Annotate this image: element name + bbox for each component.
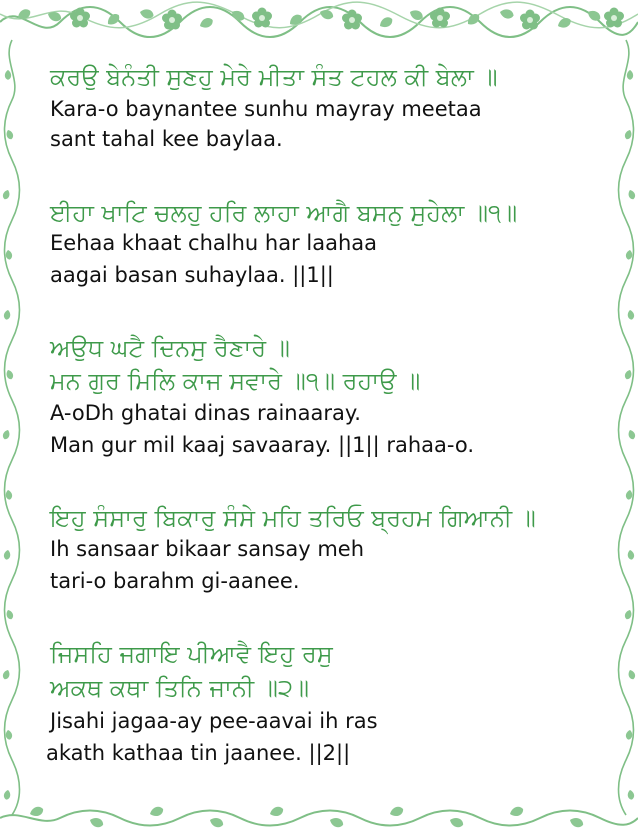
- verse-3-gurmukhi-line-2: ਮਨ ਗੁਰ ਮਿਲਿ ਕਾਜ ਸਵਾਰੇ ॥੧॥ ਰਹਾਉ ॥: [50, 367, 421, 395]
- verse-3-translit-line-1: A-oDh ghatai dinas rainaaray.: [50, 401, 361, 425]
- verse-5-gurmukhi-line-2: ਅਕਥ ਕਥਾ ਤਿਨਿ ਜਾਨੀ ॥੨॥: [50, 674, 310, 702]
- verse-5-gurmukhi-line-1: ਜਿਸਹਿ ਜਗਾਇ ਪੀਆਵੈ ਇਹੁ ਰਸੁ: [50, 640, 333, 668]
- verse-2-gurmukhi-line-1: ਈਹਾ ਖਾਟਿ ਚਲਹੁ ਹਰਿ ਲਾਹਾ ਆਗੈ ਬਸਨੁ ਸੁਹੇਲਾ ॥੧॥: [50, 199, 518, 227]
- verse-1-translit-line-1: Kara-o baynantee sunhu mayray meetaa: [50, 97, 482, 121]
- verse-1-gurmukhi-line-1: ਕਰਉ ਬੇਨੰਤੀ ਸੁਣਹੁ ਮੇਰੇ ਮੀਤਾ ਸੰਤ ਟਹਲ ਕੀ ਬੇਲਾ ॥: [50, 63, 498, 91]
- verse-5-translit-line-2: akath kathaa tin jaanee. ||2||: [46, 741, 351, 765]
- verse-3-translit-line-2: Man gur mil kaaj savaaray. ||1|| rahaa-o.: [50, 433, 475, 457]
- verse-4-translit-line-1: Ih sansaar bikaar sansay meh: [50, 537, 365, 561]
- verse-5-translit-line-1: Jisahi jagaa-ay pee-aavai ih ras: [50, 709, 378, 733]
- verse-4-translit-line-2: tari-o barahm gi-aanee.: [50, 569, 300, 593]
- verse-2-translit-line-2: aagai basan suhaylaa. ||1||: [50, 263, 334, 287]
- verse-1-translit-line-2: sant tahal kee baylaa.: [50, 127, 283, 151]
- verse-3-gurmukhi-line-1: ਅਉਧ ਘਟੈ ਦਿਨਸੁ ਰੈਣਾਰੇ ॥: [50, 334, 290, 362]
- verse-2-translit-line-1: Eehaa khaat chalhu har laahaa: [50, 231, 377, 255]
- verse-4-gurmukhi-line-1: ਇਹੁ ਸੰਸਾਰੁ ਬਿਕਾਰੁ ਸੰਸੇ ਮਹਿ ਤਰਿਓ ਬ੍ਰਹਮ ਗਿਆਨੀ ॥: [50, 504, 536, 532]
